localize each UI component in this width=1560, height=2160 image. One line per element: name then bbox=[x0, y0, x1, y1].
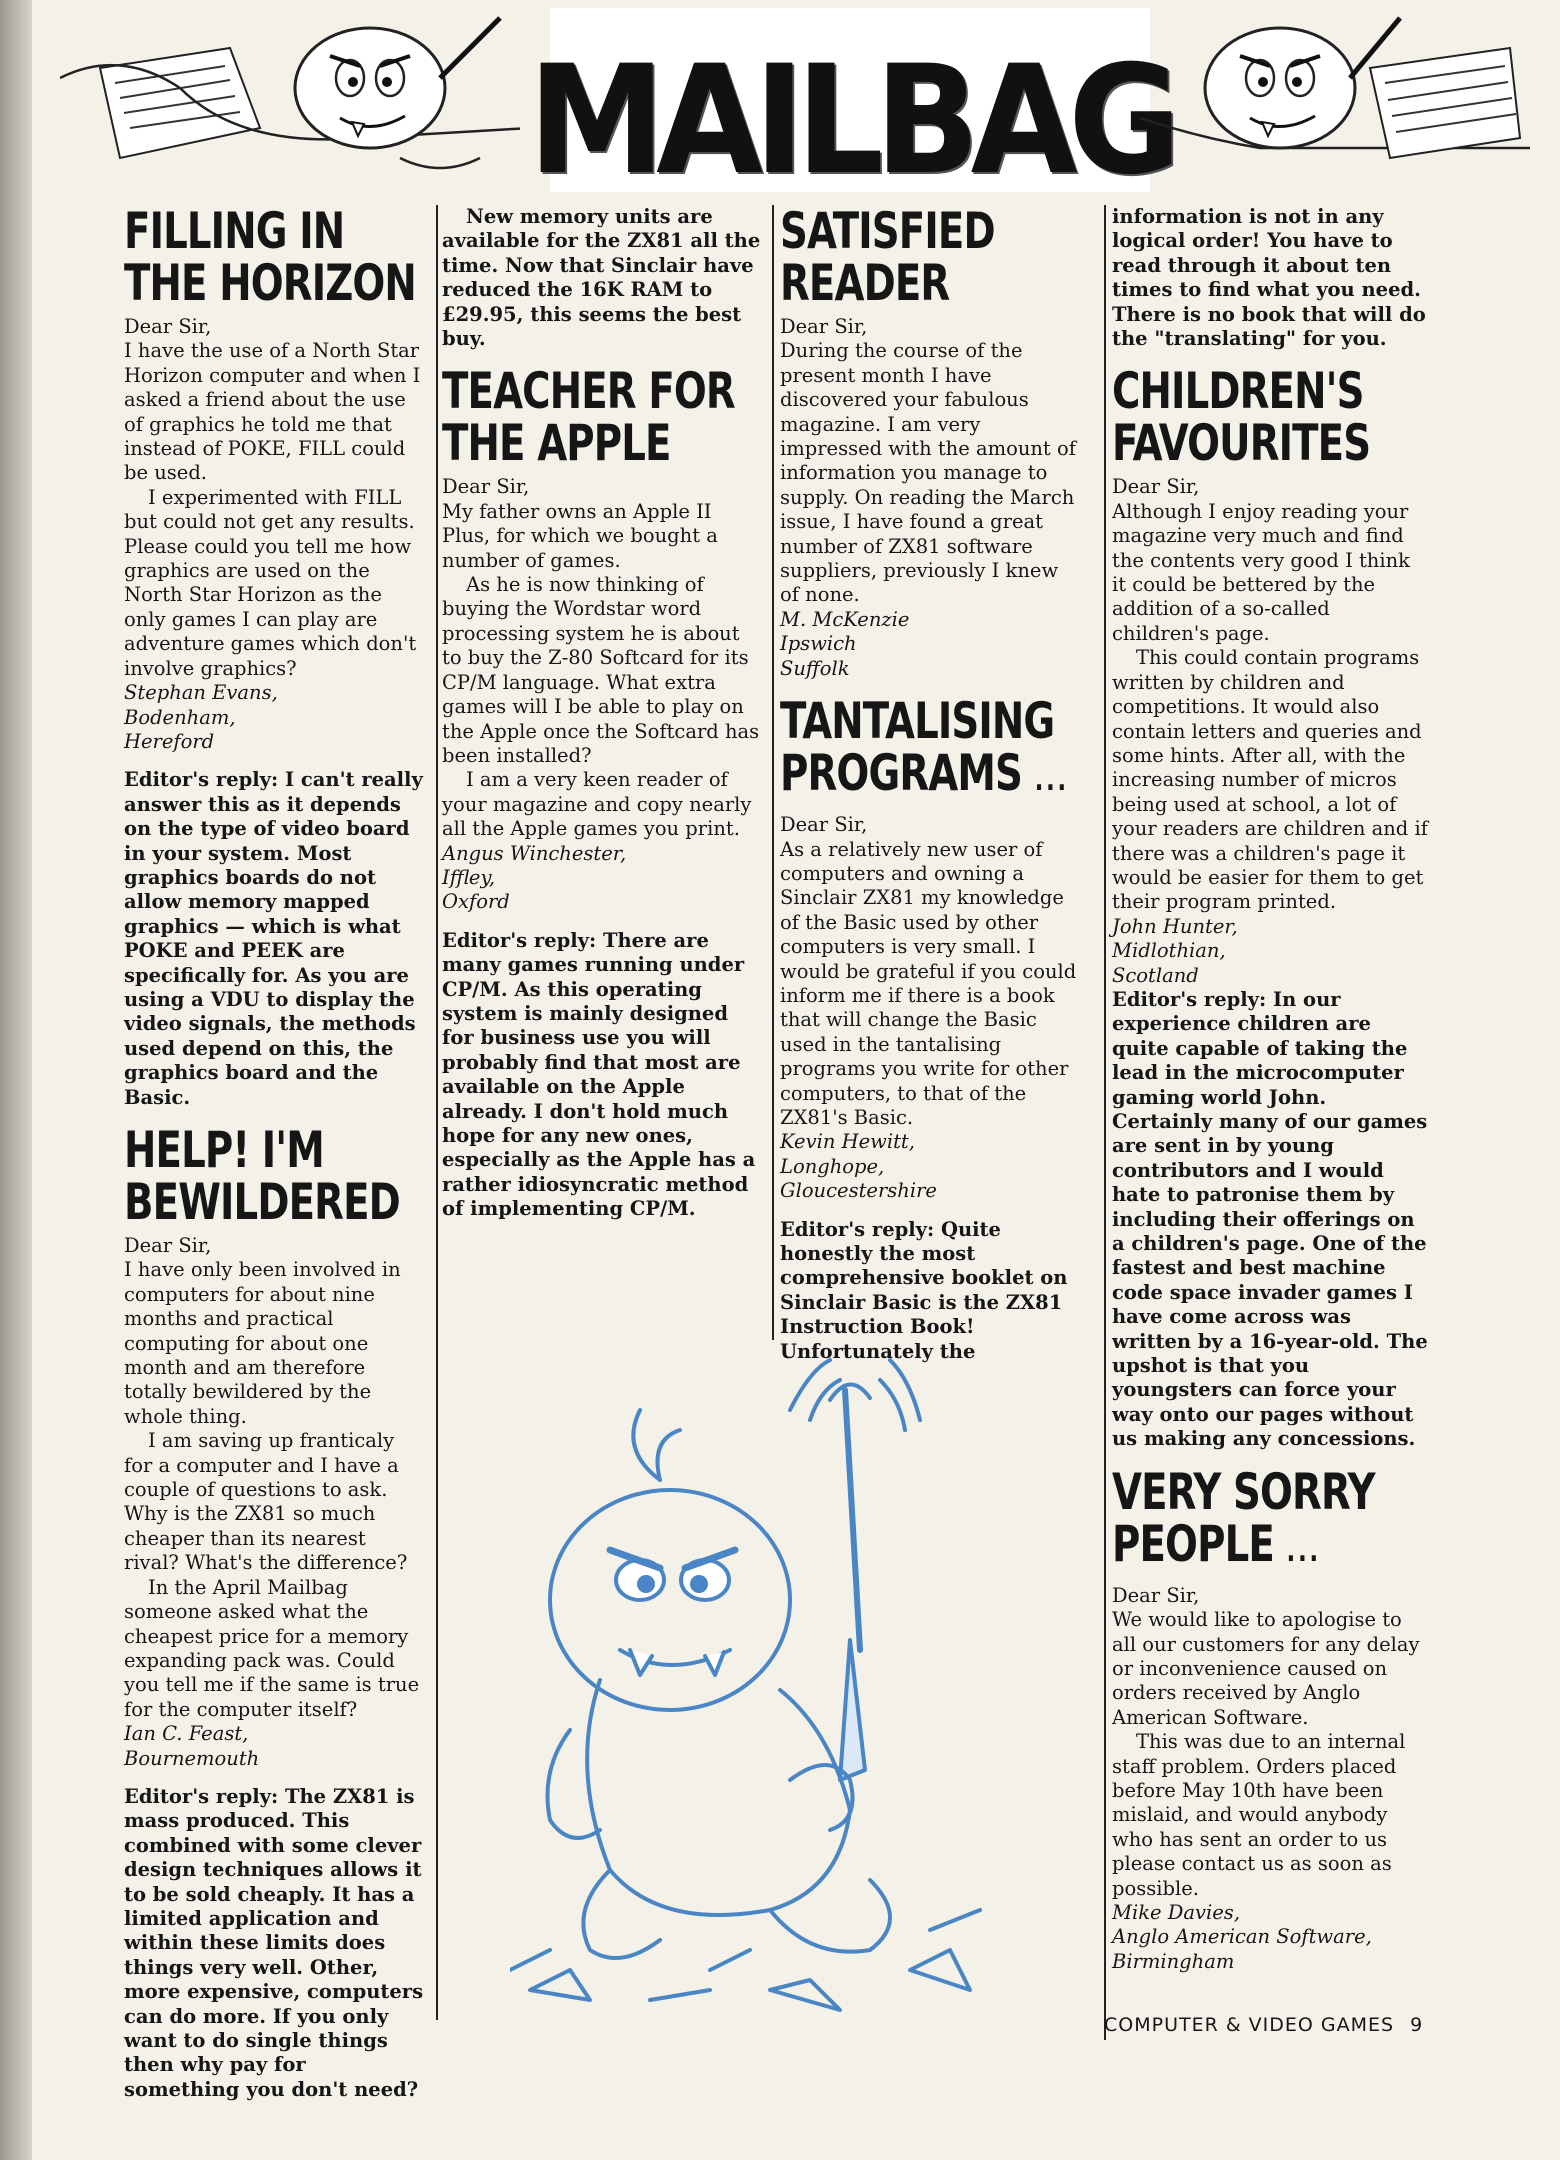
letter-filling-in-the-horizon bbox=[124, 202, 424, 1110]
signature-place: Birmingham bbox=[1112, 1949, 1235, 1973]
signature-name: John Hunter, bbox=[1112, 914, 1238, 938]
signature-place: Iffley, bbox=[442, 865, 496, 889]
signature-name: Mike Davies, bbox=[1112, 1900, 1241, 1924]
signature-place: Hereford bbox=[124, 729, 215, 753]
letter-title: SATISFIED READER bbox=[780, 202, 995, 312]
editors-reply: Editor's reply: In our experience children are quite capable of taking the lead in the microcomputer gaming world John. Certainly many of our games are sent in by young contributors and I would hate to patronise them by including their offerings on a children's page. One of the fastest and best machine code space invader games I have come across was written by a 16-year-old. The upshot is that you youngsters can force your way onto our pages without us making any concessions. bbox=[1112, 987, 1428, 1451]
signature-place: Oxford bbox=[442, 890, 510, 914]
column-1 bbox=[124, 202, 424, 2102]
signature-place: Scotland bbox=[1112, 963, 1199, 987]
signature-place: Gloucestershire bbox=[780, 1179, 937, 1203]
signature-place: Bournemouth bbox=[124, 1746, 260, 1770]
letter-teacher-for-the-apple bbox=[442, 362, 762, 1221]
letter-title: HELP! I'M BEWILDERED bbox=[124, 1121, 400, 1231]
letter-paragraph: Although I enjoy reading your magazine very much and find the contents very good I think it could be bettered by the addition of a so-called children's page. bbox=[1112, 499, 1410, 645]
signature-place: Anglo American Software, bbox=[1112, 1925, 1372, 1949]
letter-paragraph: I have only been involved in computers for about nine months and practical computing for about one month and am therefore totally bewildered by the whole thing. bbox=[124, 1258, 401, 1428]
signature-name: Angus Winchester, bbox=[442, 841, 627, 865]
letter-help-im-bewildered bbox=[124, 1121, 424, 2102]
editors-reply-continued: information is not in any logical order! You have to read through it about ten times to find what you need. There is no book that will do the "translating" for you. bbox=[1112, 205, 1426, 351]
salutation: Dear Sir, bbox=[442, 475, 530, 499]
column-rule bbox=[772, 205, 774, 1340]
salutation: Dear Sir, bbox=[1112, 475, 1200, 499]
signature-name: Stephan Evans, bbox=[124, 681, 278, 705]
letter-title: VERY SORRY PEOPLE ... bbox=[1112, 1462, 1375, 1573]
letter-paragraph: I am saving up franticaly for a computer and I have a couple of questions to ask. Why is the ZX81 so much cheaper than its nearest rival? What's the difference? bbox=[124, 1429, 408, 1575]
letter-paragraph: As he is now thinking of buying the Wordstar word processing system he is about to buy the Z-80 Softcard for its CP/M language. What extra games will I be able to play on the Apple once the Softcard has been installed? bbox=[442, 573, 760, 767]
editors-reply: Editor's reply: I can't really answer this as it depends on the type of video board in your system. Most graphics boards do not allow memory mapped graphics — which is what POKE and PEEK are specifically for. As you are using a VDU to display the video signals, the methods used depend on this, the graphics board and the Basic. bbox=[124, 768, 423, 1109]
letter-paragraph: We would like to apologise to all our customers for any delay or inconvenience caused on orders received by Anglo American Software. bbox=[1112, 1608, 1420, 1729]
salutation: Dear Sir, bbox=[124, 315, 212, 338]
letter-tantalising-programs bbox=[780, 692, 1082, 1364]
editors-reply: Editor's reply: Quite honestly the most comprehensive booklet on Sinclair Basic is the ZX81 Instruction Book! Unfortunately the bbox=[780, 1217, 1068, 1363]
column-3 bbox=[780, 202, 1082, 1364]
letter-paragraph: In the April Mailbag someone asked what the cheapest price for a memory expanding pack was. Could you tell me if the same is true for the computer itself? bbox=[124, 1575, 420, 1721]
editors-reply-continued: New memory units are available for the ZX81 all the time. Now that Sinclair have reduced the 16K RAM to £29.95, this seems the best buy. bbox=[442, 205, 761, 351]
left-gremlin-illustration bbox=[60, 8, 520, 192]
letter-paragraph: My father owns an Apple II Plus, for which we bought a number of games. bbox=[442, 499, 718, 572]
salutation: Dear Sir, bbox=[780, 813, 868, 837]
signature-place: Longhope, bbox=[780, 1154, 885, 1178]
signature-place: Bodenham, bbox=[124, 705, 236, 729]
letter-very-sorry-people bbox=[1112, 1462, 1430, 1975]
magazine-name: COMPUTER & VIDEO GAMES bbox=[1104, 2014, 1395, 2036]
letter-paragraph: This was due to an internal staff problem. Orders placed before May 10th have been mislaid, and would anybody who has sent an order to us please contact us as soon as possible. bbox=[1112, 1730, 1406, 1900]
salutation: Dear Sir, bbox=[124, 1234, 212, 1257]
editors-reply: Editor's reply: There are many games running under CP/M. As this operating system is mainly designed for business use you will probably find that most are available on the Apple already. I don't hold much hope for any new ones, especially as the Apple has a rather idiosyncratic method of implementing CP/M. bbox=[442, 928, 756, 1221]
editors-reply: Editor's reply: The ZX81 is mass produced. This combined with some clever design techniques allows it to be sold cheaply. It has a limited application and within these limits does things very well. Other, more expensive, computers can do more. If you only want to do single things then why pay for something you don't need? bbox=[124, 1784, 424, 2101]
mailbag-header bbox=[60, 8, 1520, 208]
page-edge-shadow bbox=[0, 0, 32, 2160]
letter-childrens-favourites bbox=[1112, 362, 1430, 1451]
signature-name: Ian C. Feast, bbox=[124, 1722, 249, 1746]
column-rule bbox=[1104, 205, 1106, 2040]
letter-title: TEACHER FOR THE APPLE bbox=[442, 362, 735, 473]
column-rule bbox=[436, 205, 438, 2020]
masthead-title: MAILBAG bbox=[550, 8, 1150, 192]
page-number: 9 bbox=[1410, 2014, 1424, 2036]
signature-place: Suffolk bbox=[780, 656, 850, 680]
letter-paragraph: As a relatively new user of computers and owning a Sinclair ZX81 my knowledge of the Basic used by other computers is very small. I would be grateful if you could inform me if there is a book that will change the Basic used in the tantalising programs you write for other computers, to that of the ZX81's Basic. bbox=[780, 837, 1077, 1129]
signature-name: M. McKenzie bbox=[780, 607, 910, 631]
blue-gremlin-illustration bbox=[510, 1350, 1070, 2030]
letter-paragraph: During the course of the present month I have discovered your fabulous magazine. I am very impressed with the amount of information you manage to supply. On reading the March issue, I have found a great number of ZX81 software suppliers, previously I knew of none. bbox=[780, 339, 1076, 607]
letter-title: CHILDREN'S FAVOURITES bbox=[1112, 362, 1371, 473]
column-4 bbox=[1112, 205, 1430, 1974]
salutation: Dear Sir, bbox=[780, 315, 868, 338]
column-2 bbox=[442, 205, 762, 1222]
letter-title: FILLING IN THE HORIZON bbox=[124, 202, 416, 312]
salutation: Dear Sir, bbox=[1112, 1583, 1200, 1607]
letter-title: TANTALISING PROGRAMS ... bbox=[780, 692, 1069, 803]
right-gremlin-illustration bbox=[1140, 8, 1530, 192]
page-footer bbox=[1104, 2014, 1423, 2036]
letter-paragraph: I am a very keen reader of your magazine and copy nearly all the Apple games you print. bbox=[442, 768, 752, 841]
letter-paragraph: This could contain programs written by children and competitions. It would also contain letters and queries and some hints. After all, with the increasing number of micros being used at school, a lot of your readers are children and if there was a children's page it would be easier for them to get their program printed. bbox=[1112, 646, 1428, 914]
signature-place: Midlothian, bbox=[1112, 939, 1226, 963]
letter-paragraph: I experimented with FILL but could not get any results. Please could you tell me how graphics are used on the North Star Horizon as the only games I can play are adventure games which don't involve graphics? bbox=[124, 485, 417, 680]
signature-place: Ipswich bbox=[780, 632, 857, 656]
letter-satisfied-reader bbox=[780, 202, 1082, 681]
signature-name: Kevin Hewitt, bbox=[780, 1130, 915, 1154]
letter-paragraph: I have the use of a North Star Horizon computer and when I asked a friend about the use of graphics he told me that instead of POKE, FILL could be used. bbox=[124, 339, 421, 485]
